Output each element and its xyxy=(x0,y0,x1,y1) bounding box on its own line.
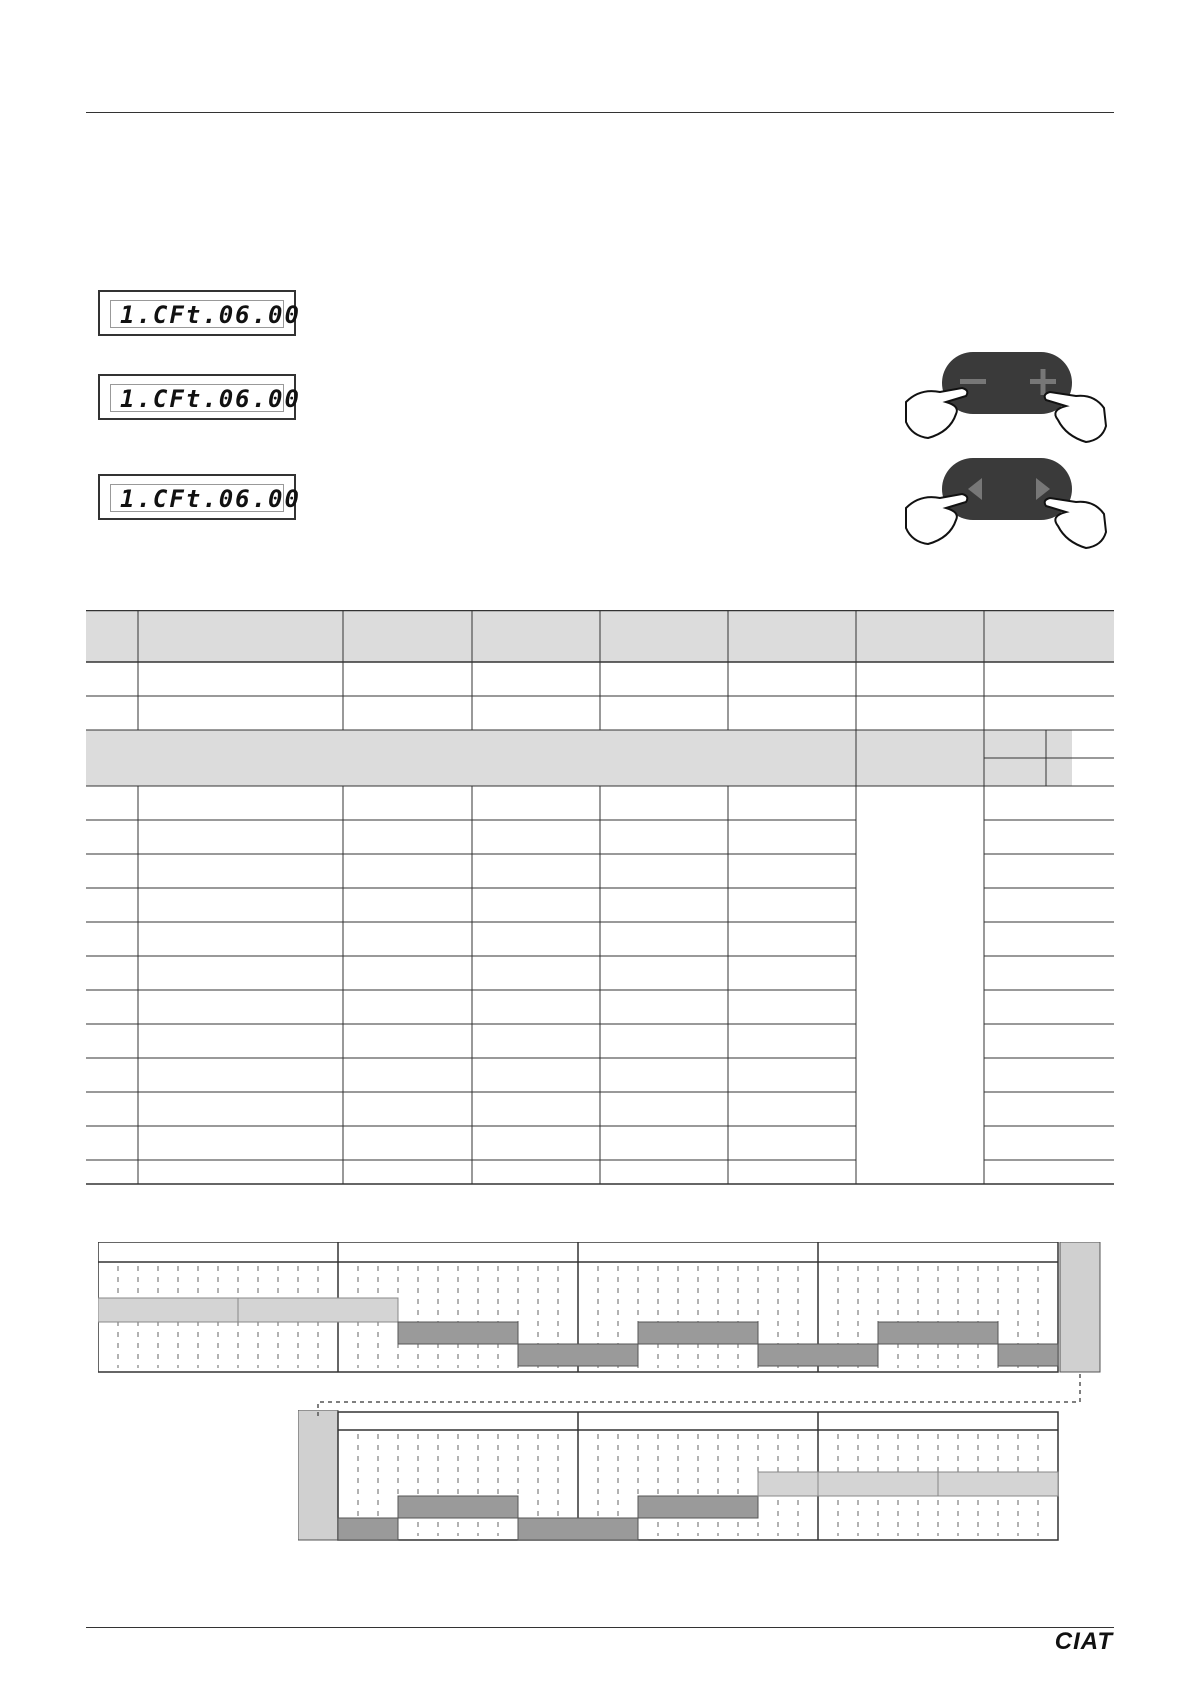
lcd-digits: 1.CFt.06.00 xyxy=(120,301,301,329)
minus-icon[interactable] xyxy=(960,379,986,384)
timeline-bar-light xyxy=(758,1472,818,1496)
timeline-diagram-2 xyxy=(298,1410,1064,1542)
parameter-table xyxy=(86,610,1114,1185)
lcd-display-3 xyxy=(98,474,301,520)
hand-right-icon xyxy=(1045,498,1106,548)
timeline-bar-dark xyxy=(398,1322,518,1344)
timeline-bar-light xyxy=(98,1298,238,1322)
lcd-display-1 xyxy=(98,290,301,336)
timeline-bar-dark xyxy=(758,1344,878,1366)
keypad-arrows xyxy=(900,458,1110,550)
lcd-digits: 1.CFt.06.00 xyxy=(120,385,301,413)
keypad-minus-plus xyxy=(900,352,1110,444)
timeline-bar-dark xyxy=(638,1496,758,1518)
hand-right-icon xyxy=(1045,392,1106,442)
timeline-connector xyxy=(310,1372,1090,1422)
timeline-overflow-block xyxy=(1060,1242,1100,1372)
timeline-bar-dark xyxy=(338,1518,398,1540)
timeline-bar-dark xyxy=(518,1344,638,1366)
timeline-diagram-1 xyxy=(98,1242,1104,1376)
footer-rule xyxy=(86,1627,1114,1628)
hand-left-icon xyxy=(906,388,967,438)
header-rule xyxy=(86,112,1114,113)
timeline-bar-light xyxy=(938,1472,1058,1496)
timeline-bar-dark xyxy=(638,1322,758,1344)
timeline-bar-light xyxy=(238,1298,398,1322)
ciat-logo: CIAT xyxy=(1054,1628,1113,1655)
lcd-digits: 1.CFt.06.00 xyxy=(120,485,301,513)
hand-left-icon xyxy=(906,494,967,544)
timeline-bar-dark xyxy=(998,1344,1058,1366)
timeline-bar-dark xyxy=(518,1518,638,1540)
timeline-overflow-block xyxy=(298,1410,338,1540)
timeline-bar-dark xyxy=(398,1496,518,1518)
timeline-bar-dark xyxy=(878,1322,998,1344)
lcd-display-2 xyxy=(98,374,301,420)
timeline-bar-light xyxy=(818,1472,938,1496)
